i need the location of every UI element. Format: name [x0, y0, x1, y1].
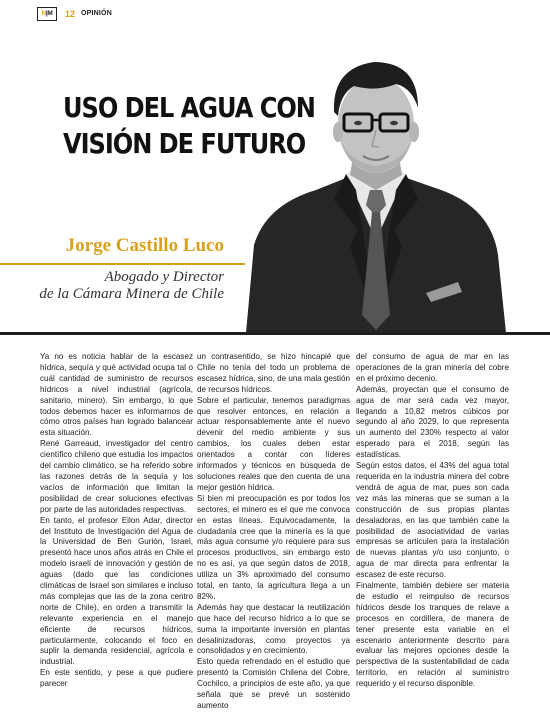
author-portrait: [246, 40, 506, 333]
paragraph: Finalmente, también debiere ser materia de estudio el reimpulso de recursos hídricos desde los tranques de relave a procesos en cordillera, de manera de tener presente esta variable en el escenario anteriormente descrito para evaluar las mejores opciones desde la perspectiva de la sustentabilidad de cada territorio, en relación al suministro requerido y el recurso disponible.: [356, 581, 509, 689]
body-column-3: [356, 352, 509, 690]
paragraph: Ya no es noticia hablar de la escasez hídrica, sequía y qué actividad ocupa tal o cuál cantidad de suministro de recursos hídricos a nivel industrial (agrícola, sanitario, minero). Sin embargo, lo que todos debemos hacer es informarnos de cómo otros países han logrado balancear esta situación.: [40, 352, 193, 438]
paragraph: Sobre el particular, tenemos paradigmas que resolver entonces, en relación a actuar responsablemente ante el nuevo devenir del medio ambiente y sus cambios, los cuales deben estar orientados a contar con líderes informados y técnicos en búsqueda de soluciones reales que den cuenta de una mejor gestión hídrica.: [197, 395, 350, 492]
title-line-2: VISIÓN DE FUTURO: [63, 127, 306, 160]
paragraph: del consumo de agua de mar en las operaciones de la gran minería del cobre en el próximo decenio.: [356, 352, 509, 383]
paragraph: Esto queda refrendado en el estudio que presentó la Comisión Chilena del Cobre, Cochilco, a principios de este año, ya que señala que se prevé un sostenido aumento: [197, 657, 350, 710]
author-name: Jorge Castillo Luco: [65, 235, 224, 256]
paragraph: un contrasentido, se hizo hincapié que Chile no tenía del todo un problema de escasez hídrica, sino, de una mala gestión de recursos hídricos.: [197, 352, 350, 394]
magazine-logo: N|M: [37, 7, 57, 21]
paragraph: Según estos datos, el 43% del agua total requerida en la industria minera del cobre vendrá de agua de mar, pues son cada vez más las mineras que se suman a la construcción de sus propias plantas desaladoras, en las que también cabe la posibilidad de asociatividad de varias empresas se articulen para la instalación de nuevas plantas y/o uso conjunto, o agua de mar directa para enfrentar la escasez de este recurso.: [356, 461, 509, 580]
section-divider: [0, 332, 550, 335]
paragraph: Si bien mi preocupación es por todos los sectores, el minero es el que me convoca en estas líneas. Equivocadamente, la ciudadanía cree que la minería es la que más agua consume y/o requiere para sus procesos productivos, sin embargo esto no es así, ya que según datos de 2018, utiliza un 3% aproximado del consumo total, en tanto, la agricultura llega a un 82%.: [197, 493, 350, 601]
paragraph: En tanto, el profesor Eilon Adar, director del Instituto de Investigación del Agua de la Universidad de Ben Gurión, Israel, presentó hace unos años atrás en Chile el modelo israelí de innovación y gestión de aguas (dado que las condiciones climáticas de Israel son similares e incluso más complejas que las de la zona centro norte de Chile), en orden a transmitir la relevante experiencia en el manejo eficiente de recursos hídricos, particularmente, colocando el foco en suplir la demanda residencial, agrícola e industrial.: [40, 515, 193, 667]
body-column-1: [40, 352, 193, 690]
paragraph: René Garreaud, investigador del centro científico chileno que estudia los impactos del cambio climático, se ha referido sobre las razones detrás de la sequía y los vacíos de información que limitan la posibilidad de crear soluciones efectivas por parte de las autoridades respectivas.: [40, 439, 193, 514]
article-title: [63, 90, 315, 162]
section-label: OPINIÓN: [81, 10, 112, 17]
paragraph: En este sentido, y pese a que pudiere parecer: [40, 668, 193, 689]
title-line-1: USO DEL AGUA CON: [63, 91, 315, 124]
page-number: 12: [65, 9, 76, 19]
author-role: [20, 269, 224, 303]
body-column-2: [197, 352, 350, 712]
author-role-line-1: Abogado y Director: [104, 269, 224, 285]
author-divider: [0, 263, 245, 265]
paragraph: Además, proyectan que el consumo de agua de mar será cada vez mayor, llegando a 10,82 metros cúbicos por segundo al año 2029, lo que representa un aumento del 230% respecto al valor esperado para el 2018, según las estadísticas.: [356, 384, 509, 460]
author-role-line-2: de la Cámara Minera de Chile: [39, 286, 224, 302]
paragraph: Además hay que destacar la reutilización que hace del recurso hídrico a lo que se suma la importante inversión en plantas desalinizadoras, como proyectos ya consolidados y en crecimiento.: [197, 602, 350, 656]
